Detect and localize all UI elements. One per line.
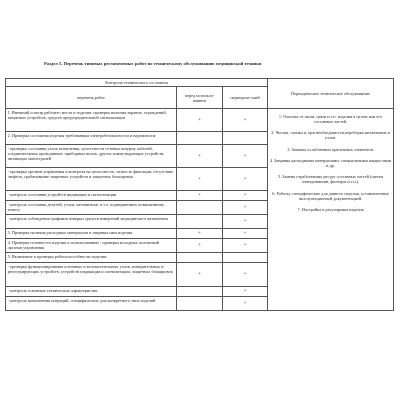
periodic-mark-2 xyxy=(223,132,268,145)
work-row-3: - проверка состояния узлов заземления, целостности сетевых шнуров, кабелей, соединительных проводников, приборных вилок, других коммутирующих устройств, питающих магистралей xyxy=(6,145,177,168)
before-mark-8: + xyxy=(177,229,223,239)
before-mark-5: + xyxy=(177,191,223,201)
periodic-mark-9: + xyxy=(223,239,268,253)
periodic-maintenance-header: Периодическое техническое обслуживание xyxy=(268,79,394,109)
periodic-mark-11: + xyxy=(223,263,268,287)
work-row-9: 4. Проверка готовности изделия к использованию - проверка исходных положений органов управления xyxy=(6,239,177,253)
periodic-mark-13: + xyxy=(223,297,268,311)
periodic-header: периодиче-ский xyxy=(223,87,268,109)
maintenance-item-7: 7. Настройка и регулировка изделия xyxy=(297,207,364,213)
before-mark-11: + xyxy=(177,263,223,287)
maintenance-item-6: 6. Работы, специфические для данного изделия, установленные эксплуатационной документацией. xyxy=(272,190,389,201)
work-row-4: - проверка органов управления в контроля на целостность, четкость фиксации, отсутствие люфтов, срабатывание защитных устройств и защитных блокировок xyxy=(6,168,177,191)
before-mark-6 xyxy=(177,201,223,215)
work-row-12: - контроль основных технических характеристик xyxy=(6,287,177,297)
before-mark-10 xyxy=(177,253,223,263)
work-row-2: 2. Проверка состояния изделия требованиям электробезопасности и надежности: xyxy=(6,132,177,145)
maintenance-list xyxy=(268,109,394,311)
work-row-11: - проверка функционирования основных и вспомогательных узлов, измерительных и регистрирующих устройств, устройств индикации и сигнализации, защитных блокировок xyxy=(6,263,177,287)
before-mark-7 xyxy=(177,215,223,229)
before-mark-9: + xyxy=(177,239,223,253)
work-row-10: 5. Включение и проверка работоспособности изделия: xyxy=(6,253,177,263)
work-row-1: 1. Внешний осмотр рабочего места и изделия: проверка наличия экранов, ограждений, защитных устройств, средств предупредительной сигнализации xyxy=(6,109,177,132)
before-mark-4: + xyxy=(177,168,223,191)
section-title: Раздел 5. Перечень типовых регламентных работ по техническому обслуживанию медицинской техники xyxy=(44,61,262,66)
maintenance-item-1: 1. Очистка от пыли, грязи и т.п. изделия в целом или его составных частей. xyxy=(278,113,383,125)
before-mark-1: + xyxy=(177,109,223,132)
periodic-mark-5: + xyxy=(223,191,268,201)
works-list-header: перечень работ xyxy=(6,87,177,109)
before-mark-2 xyxy=(177,132,223,145)
work-row-7: - контроль соблюдения графиков поверки средств измерений медицинского назначения xyxy=(6,215,177,229)
control-group-header: Контроль технического состояния xyxy=(6,79,268,87)
before-mark-12 xyxy=(177,287,223,297)
periodic-mark-8: + xyxy=(223,229,268,239)
before-use-header: перед использо-ванием xyxy=(177,87,223,109)
maintenance-item-3: 3. Затяжка ослабленных крепежных элементов. xyxy=(287,146,374,152)
periodic-mark-12: + xyxy=(223,287,268,297)
before-mark-13 xyxy=(177,297,223,311)
periodic-mark-6: + xyxy=(223,201,268,215)
periodic-mark-7: + xyxy=(223,215,268,229)
maintenance-item-5: 5. Замена отработавших ресурс составных частей (щетки электромашин, фильтры и т.п.). xyxy=(278,174,383,185)
periodic-mark-10 xyxy=(223,253,268,263)
work-row-13: - контроль выполнения операций, специфических для конкретного типа изделий xyxy=(6,297,177,311)
maintenance-table xyxy=(5,78,394,311)
before-mark-3: + xyxy=(177,145,223,168)
periodic-mark-3: + xyxy=(223,145,268,168)
work-row-5: - контроль состояния устройств индикации и сигнализации xyxy=(6,191,177,201)
periodic-mark-4: + xyxy=(223,168,268,191)
work-row-6: - контроль состояния деталей, узлов, механизмов, в т.ч. подверженных повышенному износу xyxy=(6,201,177,215)
periodic-mark-1: + xyxy=(223,109,268,132)
maintenance-item-4: 4. Заправка расходными материалами, специальными жидкостями и др. xyxy=(269,158,392,169)
maintenance-item-2: 2. Чистка, смазка и, при необходимости,переборка механизмов и узлов. xyxy=(271,130,390,141)
work-row-8: 3. Проверка наличия расходных материалов и заправка ими изделия xyxy=(6,229,177,239)
